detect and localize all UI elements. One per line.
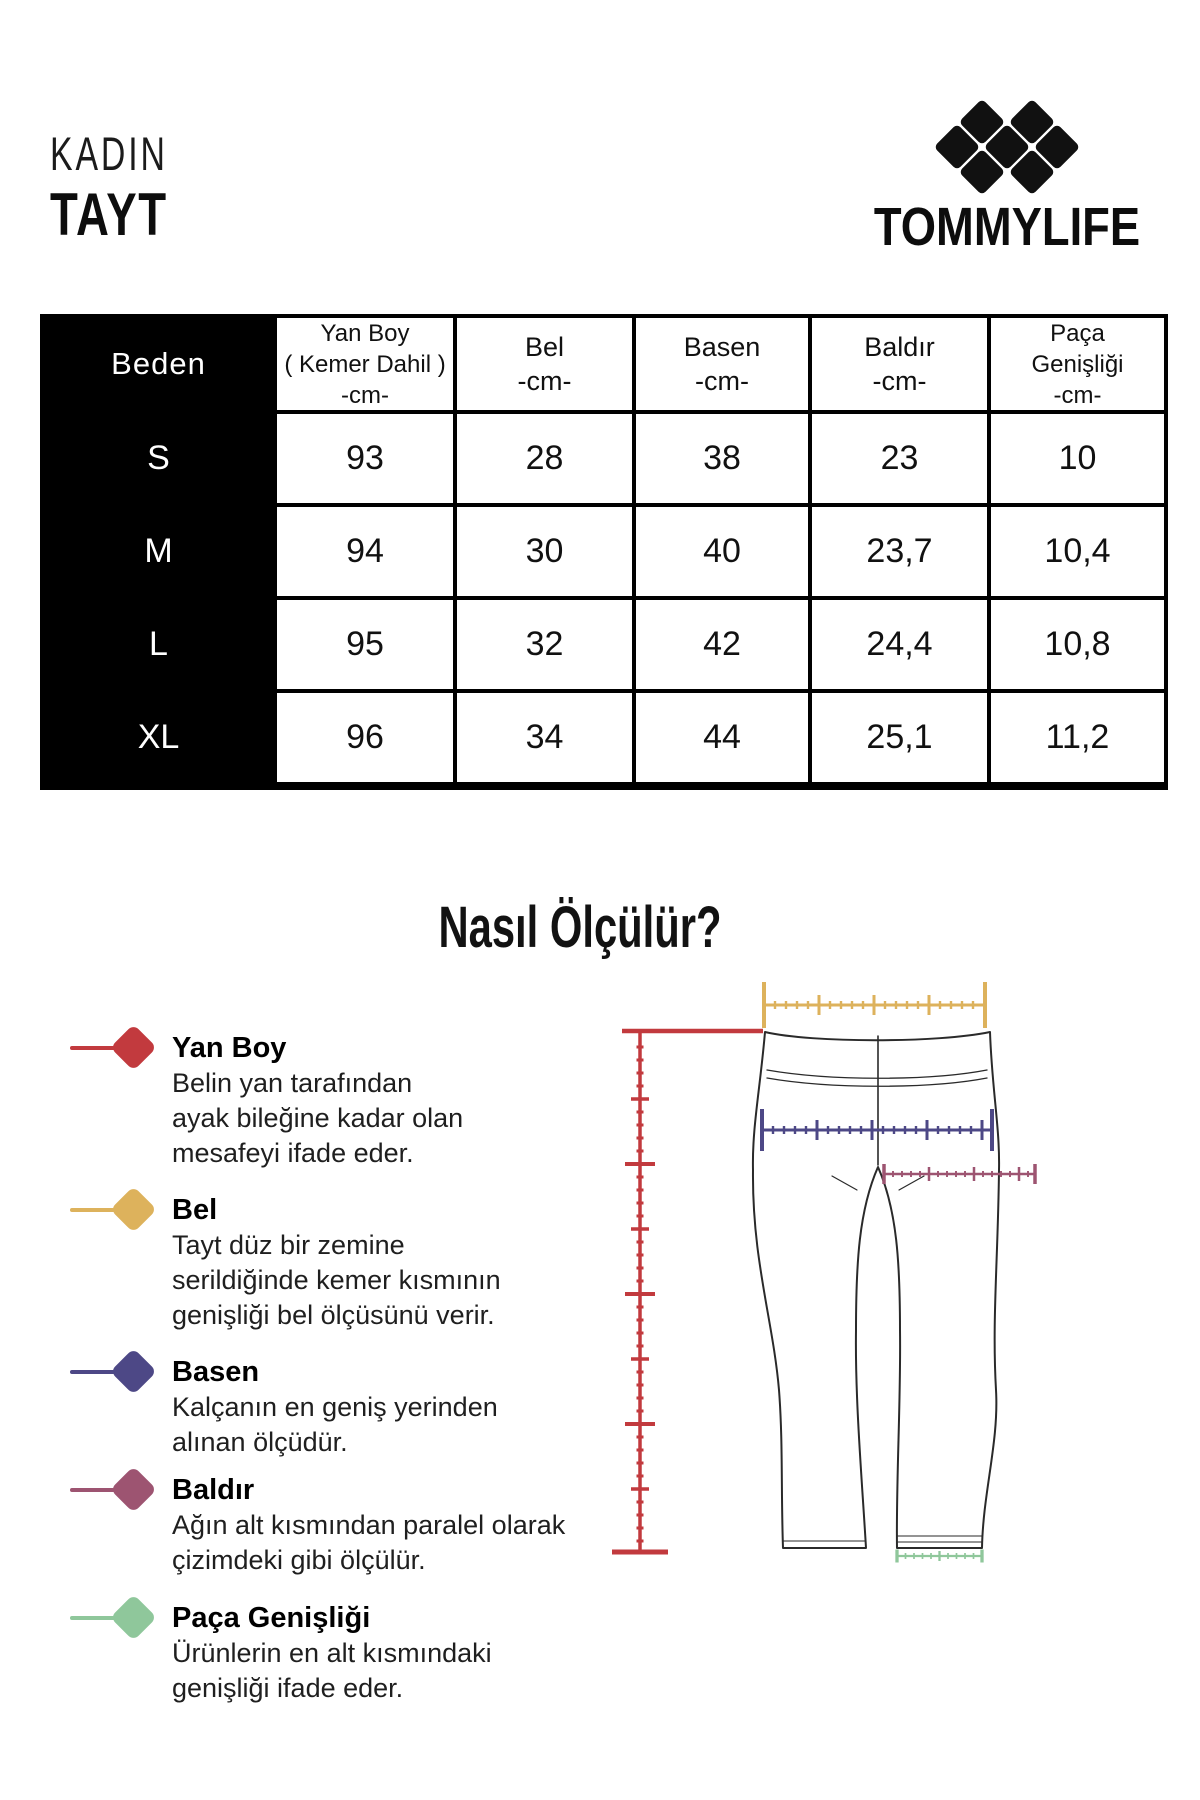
measurement-value: 96	[346, 718, 384, 756]
header-text: ( Kemer Dahil )	[284, 350, 446, 378]
category-label: KADIN	[50, 127, 168, 180]
header-text: Beden	[111, 346, 206, 381]
baldir-ruler	[884, 1164, 1035, 1184]
value-cell	[991, 507, 1164, 596]
basen-ruler	[762, 1109, 992, 1151]
header-text: -cm-	[341, 381, 389, 409]
value-cell	[991, 693, 1164, 782]
header-text: -cm-	[695, 366, 749, 396]
header-cell-beden	[44, 318, 273, 410]
measurement-value: 42	[703, 625, 741, 663]
measurement-value: 23	[880, 439, 919, 477]
value-cell	[277, 507, 453, 596]
legend-description-line: mesafeyi ifade eder.	[172, 1138, 414, 1168]
value-cell	[636, 507, 808, 596]
size-letter: XL	[137, 718, 180, 756]
header-text: Bel	[524, 332, 565, 362]
measure-section-title: Nasıl Ölçülür?	[438, 895, 722, 960]
paca-ruler	[897, 1550, 982, 1563]
value-cell	[277, 600, 453, 689]
legend-item-bel	[0, 1192, 620, 1333]
legend-item-basen	[0, 1354, 620, 1460]
header-cell	[457, 318, 632, 410]
legend-title: Bel	[172, 1194, 218, 1226]
legend-title: Paça Genişliği	[172, 1602, 371, 1634]
legend-description-line: Ağın alt kısmından paralel olarak	[172, 1510, 566, 1540]
legend-description-line: ayak bileğine kadar olan	[172, 1103, 464, 1133]
measurement-value: 38	[703, 439, 741, 477]
measurement-value: 93	[346, 439, 384, 477]
value-cell	[812, 414, 987, 503]
header-text: -cm-	[517, 366, 572, 396]
size-cell	[44, 507, 273, 596]
legend-description-line: genişliği ifade eder.	[172, 1673, 404, 1703]
measurement-value: 10,8	[1044, 625, 1111, 663]
legend-item-yan-boy	[0, 1030, 620, 1171]
legend-description-line: Tayt düz bir zemine	[172, 1230, 405, 1260]
value-cell	[812, 507, 987, 596]
legend-title: Yan Boy	[172, 1032, 287, 1064]
brand-diamonds-logo-icon	[927, 95, 1087, 201]
measurement-value: 44	[703, 718, 741, 756]
header-text: Paça	[1050, 319, 1105, 347]
value-cell	[812, 600, 987, 689]
measurement-value: 40	[703, 532, 741, 570]
header-text: -cm-	[872, 366, 927, 396]
measurement-value: 28	[525, 439, 564, 477]
size-cell	[44, 414, 273, 503]
measurement-value: 32	[525, 625, 564, 663]
value-cell	[636, 414, 808, 503]
legend-diamond-icon	[110, 1024, 157, 1071]
value-cell	[636, 693, 808, 782]
measurement-value: 34	[525, 718, 564, 756]
legend-item-baldir	[0, 1472, 620, 1578]
measurement-value: 25,1	[866, 718, 933, 756]
value-cell	[812, 693, 987, 782]
value-cell	[277, 414, 453, 503]
legend-description-line: Kalçanın en geniş yerinden	[172, 1392, 498, 1422]
legend-diamond-icon	[110, 1466, 157, 1513]
measurement-value: 95	[346, 625, 384, 663]
legend-item-paca-genisligi	[0, 1600, 620, 1706]
header-text: Basen	[683, 332, 761, 362]
legend-description-line: alınan ölçüdür.	[172, 1427, 348, 1457]
legend-title: Basen	[172, 1356, 260, 1388]
measurement-value: 10	[1058, 439, 1097, 477]
value-cell	[636, 600, 808, 689]
value-cell	[277, 693, 453, 782]
header-text: -cm-	[1053, 381, 1102, 409]
measurement-value: 23,7	[866, 532, 933, 570]
legend-description-line: genişliği bel ölçüsünü verir.	[172, 1300, 495, 1330]
measurement-value: 94	[346, 532, 384, 570]
value-cell	[457, 414, 632, 503]
size-letter: M	[144, 532, 173, 570]
legend-title: Baldır	[172, 1474, 255, 1506]
header-cell	[812, 318, 987, 410]
product-label: TAYT	[50, 181, 168, 248]
size-table	[40, 314, 1168, 790]
header-cell	[636, 318, 808, 410]
measurement-value: 24,4	[866, 625, 933, 663]
legend-description-line: Ürünlerin en alt kısmındaki	[172, 1638, 492, 1668]
yan-boy-ruler	[612, 1031, 763, 1552]
size-letter: S	[147, 439, 170, 477]
value-cell	[457, 600, 632, 689]
value-cell	[991, 600, 1164, 689]
header-cell	[277, 318, 453, 410]
header-text: Yan Boy	[320, 319, 410, 347]
legend-description-line: serildiğinde kemer kısmının	[172, 1265, 501, 1295]
measurement-value: 30	[525, 532, 564, 570]
value-cell	[991, 414, 1164, 503]
header-text: Genişliği	[1031, 350, 1124, 378]
header-text: Baldır	[864, 332, 935, 362]
legend-diamond-icon	[110, 1186, 157, 1233]
size-cell	[44, 600, 273, 689]
legend-diamond-icon	[110, 1348, 157, 1395]
measurement-value: 10,4	[1044, 532, 1111, 570]
bel-ruler	[764, 982, 985, 1028]
leggings-measurement-diagram	[600, 975, 1160, 1575]
leggings-outline	[753, 1032, 999, 1548]
value-cell	[457, 507, 632, 596]
measurement-value: 11,2	[1045, 718, 1110, 756]
legend-description-line: çizimdeki gibi ölçülür.	[172, 1545, 426, 1575]
legend-diamond-icon	[110, 1594, 157, 1641]
size-cell	[44, 693, 273, 782]
size-letter: L	[149, 625, 168, 663]
value-cell	[457, 693, 632, 782]
header-cell	[991, 318, 1164, 410]
brand-name: TOMMYLIFE	[873, 197, 1141, 257]
legend-description-line: Belin yan tarafından	[172, 1068, 413, 1098]
